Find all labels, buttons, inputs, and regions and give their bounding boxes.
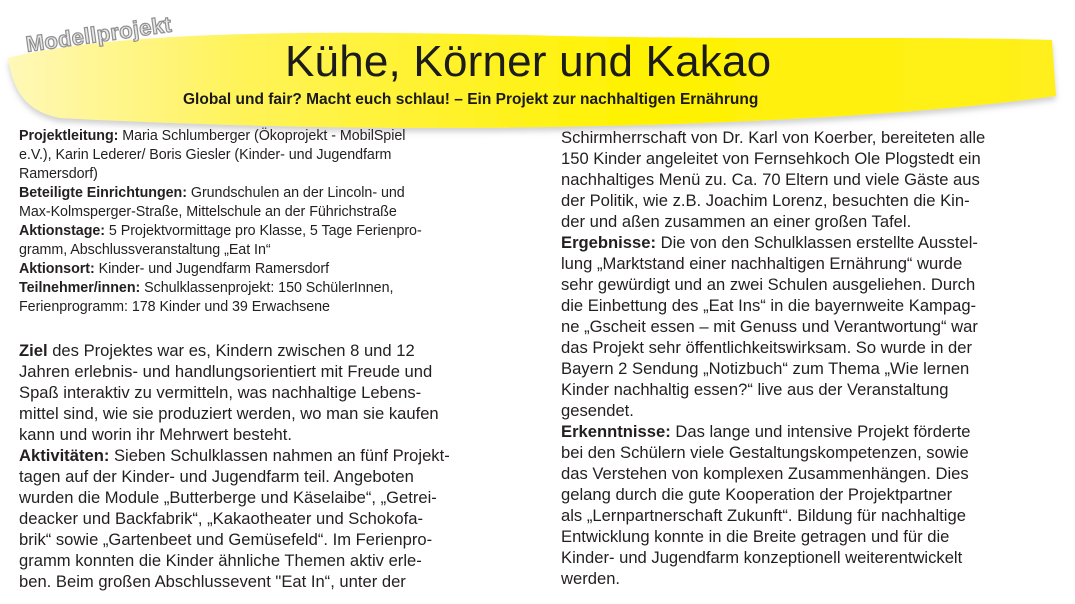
text-line: gesendet. [561, 401, 634, 420]
text-line: wurden die Module „Butterberge und Käselaibe“, „Getrei- [19, 488, 437, 507]
section-label: Aktivitäten: [19, 446, 110, 465]
fact-label: Beteiligte Einrichtungen: [19, 185, 187, 201]
text-line: Entwicklung konnte in die Breite getragen und für die [561, 527, 950, 546]
text-line: das Projekt sehr öffentlichkeitswirksam. So wurde in der [561, 338, 973, 357]
section-label: Erkenntnisse: [561, 422, 671, 441]
text-line: Aktivitäten: Sieben Schulklassen nahmen an fünf Projekt- [19, 446, 450, 465]
page-subtitle: Global und fair? Macht euch schlau! – Ein Projekt zur nachhaltigen Ernährung [183, 91, 759, 108]
text-line: tagen auf der Kinder- und Jugendfarm teil. Angeboten [19, 467, 414, 486]
fact-line: Ferienprogramm: 178 Kinder und 39 Erwachsene [19, 299, 330, 315]
fact-line: Max-Kolmsperger-Straße, Mittelschule an der Führichstraße [19, 204, 397, 220]
text-line: gelang durch die gute Kooperation der Projektpartner [561, 485, 953, 504]
text-line: Jahren erlebnis- und handlungsorientiert mit Freude und [19, 362, 433, 381]
text-line: ne „Gscheit essen – mit Genuss und Verantwortung“ war [561, 317, 978, 336]
text-line: 150 Kinder angeleitet von Fernsehkoch Ole Plogstedt ein [561, 149, 981, 168]
text-line: deacker und Backfabrik“, „Kakaotheater und Schokofa- [19, 509, 424, 528]
fact-label: Projektleitung: [19, 128, 119, 144]
fact-label: Teilnehmer/innen: [19, 280, 141, 296]
text-line: der Politik, wie z.B. Joachim Lorenz, besuchten die Kin- [561, 191, 970, 210]
fact-line: Projektleitung: Maria Schlumberger (Ökoprojekt - MobilSpiel [19, 128, 406, 144]
text-line: brik“ sowie „Gartenbeet und Gemüsefeld“. Im Ferienpro- [19, 530, 433, 549]
fact-line: Beteiligte Einrichtungen: Grundschulen an der Lincoln- und [19, 185, 405, 201]
text-line: kann und worin ihr Mehrwert besteht. [19, 425, 293, 444]
text-line: werden. [561, 569, 621, 588]
text-line: lung „Marktstand einer nachhaltigen Ernährung“ wurde [561, 254, 963, 273]
fact-line: gramm, Abschlussveranstaltung „Eat In“ [19, 242, 271, 258]
text-line: Kinder- und Jugendfarm konzeptionell weiterentwickelt [561, 548, 963, 567]
text-line: bei den Schülern viele Gestaltungskompetenzen, sowie [561, 443, 969, 462]
text-line: Erkenntnisse: Das lange und intensive Projekt förderte [561, 422, 971, 441]
text-line: gramm konnten die Kinder ähnliche Themen aktiv erle- [19, 551, 422, 570]
text-line: mittel sind, wie sie produziert werden, wo man sie kaufen [19, 404, 439, 423]
text-line: nachhaltiges Menü zu. Ca. 70 Eltern und viele Gäste aus [561, 170, 980, 189]
text-line: als „Lernpartnerschaft Zukunft“. Bildung für nachhaltige [561, 506, 966, 525]
text-line: Schirmherrschaft von Dr. Karl von Koerber, bereiteten alle [561, 128, 986, 147]
page-title: Kühe, Körner und Kakao [285, 37, 772, 86]
text-line: Ziel des Projektes war es, Kindern zwischen 8 und 12 [19, 341, 415, 360]
text-line: ben. Beim großen Abschlussevent "Eat In“, unter der [19, 572, 406, 591]
text-line: Ergebnisse: Die von den Schulklassen erstellte Ausstel- [561, 233, 978, 252]
text-line: Bayern 2 Sendung „Notizbuch“ zum Thema „Wie lernen [561, 359, 970, 378]
fact-line: e.V.), Karin Lederer/ Boris Giesler (Kinder- und Jugendfarm [19, 147, 392, 163]
section-label: Ergebnisse: [561, 233, 656, 252]
section-label: Ziel [19, 341, 48, 360]
text-line: die Einbettung des „Eat Ins“ in die bayernweite Kampag- [561, 296, 977, 315]
text-line: Kinder nachhaltig essen?“ live aus der Veranstaltung [561, 380, 949, 399]
fact-label: Aktionsort: [19, 261, 95, 277]
text-line: der und aßen zusammen an einer großen Tafel. [561, 212, 912, 231]
fact-line: Aktionsort: Kinder- und Jugendfarm Ramersdorf [19, 261, 330, 277]
text-line: sehr gewürdigt und an zwei Schulen ausgeliehen. Durch [561, 275, 976, 294]
text-line: das Verstehen von komplexen Zusammenhängen. Dies [561, 464, 969, 483]
modellprojekt-badge: Modellprojekt [24, 11, 174, 57]
text-line: Spaß interaktiv zu vermitteln, was nachhaltige Lebens- [19, 383, 422, 402]
fact-label: Aktionstage: [19, 223, 105, 239]
fact-line: Teilnehmer/innen: Schulklassenprojekt: 150 SchülerInnen, [19, 280, 394, 296]
fact-line: Aktionstage: 5 Projektvormittage pro Klasse, 5 Tage Ferienpro- [19, 223, 422, 239]
fact-line: Ramersdorf) [19, 166, 98, 182]
